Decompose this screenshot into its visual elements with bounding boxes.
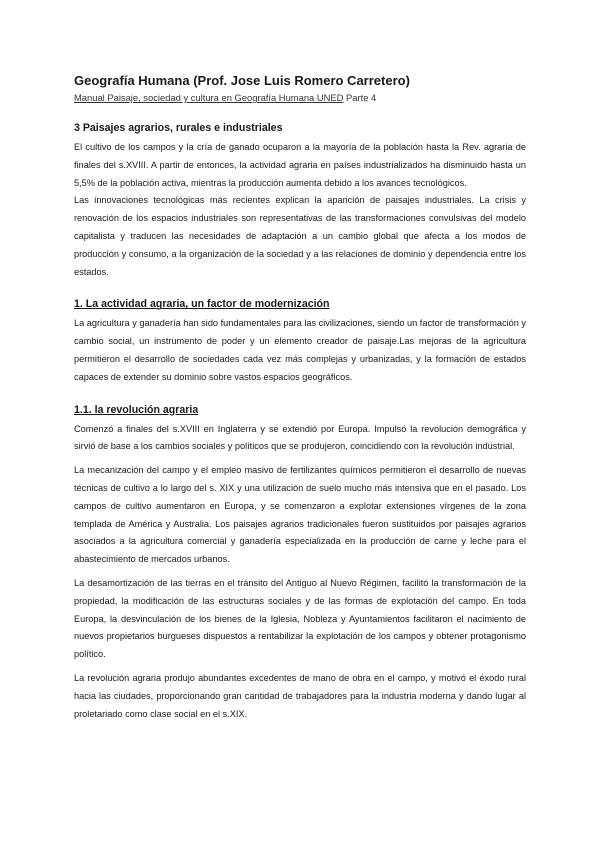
subsection-heading: 1.1. la revolución agraria [74, 403, 199, 416]
part-label: Parte 4 [346, 92, 377, 103]
subsection-paragraph: La revolución agraria produjo abundantes excedentes de mano de obra en el campo, y motivó el éxodo rural hacia las ciudades, proporcionando gran cantidad de trabajadores para la industria moderna y dando lugar al proletariado como clase social en el s.XIX. [74, 672, 526, 719]
subsection-paragraph: La desamortización de las tierras en el tránsito del Antiguo al Nuevo Régimen, facilitó la transformación de la propiedad, la modificación de las estructuras sociales y de las formas de explotación del campo. En toda Europa, la desvinculación de los bienes de la Iglesia, Nobleza y Ayuntamientos facilitaron el nacimiento de nuevos propietarios burgueses dispuestos a rentabilizar la explotación de los campos y obtener protagonismo político. [74, 577, 526, 660]
document-title: Geografía Humana (Prof. Jose Luis Romero Carretero) [74, 73, 410, 88]
subsection-paragraph: La mecanización del campo y el empleo masivo de fertilizantes químicos permitieron el desarrollo de nuevas técnicas de cultivo a lo largo del s. XIX y una utilización de suelo mucho más intensiva que en el pasado. Los campos de cultivo aumentaron en Europa, y se comenzaron a explotar extensiones vírgenes de la zona templada de América y Australia. Los paisajes agrarios tradicionales fueron sustituidos por paisajes agrarios asociados a la agricultura comercial y ganadería especializada en la producción de carne y leche para el abastecimiento de mercados urbanos. [74, 465, 526, 565]
source-link[interactable]: Manual Paisaje, sociedad y cultura en Geografía Humana UNED [74, 92, 344, 103]
subsection-heading: 1. La actividad agraria, un factor de modernización [74, 298, 330, 311]
section-heading: 3 Paisajes agrarios, rurales e industriales [74, 122, 283, 134]
section-paragraph: Las innovaciones tecnológicas más recientes explican la aparición de paisajes industriales. La crisis y renovación de los espacios industriales son representativas de las transformaciones convulsivas del modelo capitalista y traducen las necesidades de adaptación a un cambio global que afecta a los modos de producción y consumo, a la organización de la sociedad y a las relaciones de dominio y dependencia entre los estados. [74, 195, 526, 277]
document-page [74, 72, 526, 723]
document-subtitle [74, 91, 526, 104]
subsection-paragraph: Comenzó a finales del s.XVIII en Inglaterra y se extendió por Europa. Impulsó la revolución demográfica y sirvió de base a los cambios sociales y políticos que se produjeron, coincidiendo con la revolución industrial. [74, 423, 526, 452]
subsection-paragraph: La agricultura y ganadería han sido fundamentales para las civilizaciones, siendo un factor de transformación y cambio social, un instrumento de poder y un elemento creador de paisaje.Las mejoras de la agricultura permitieron el desarrollo de sociedades cada vez más complejas y urbanizadas, y la formación de estados capaces de extender su dominio sobre vastos espacios geográficos. [74, 318, 526, 382]
section-paragraph: El cultivo de los campos y la cría de ganado ocuparon a la mayoría de la población hasta la Rev. agraria de finales del s.XVIII. A partir de entonces, la actividad agraria en países industrializados ha disminuido hasta un 5,5% de la población activa, mientras la producción aumenta debido a los avances tecnológicos. [74, 142, 526, 188]
